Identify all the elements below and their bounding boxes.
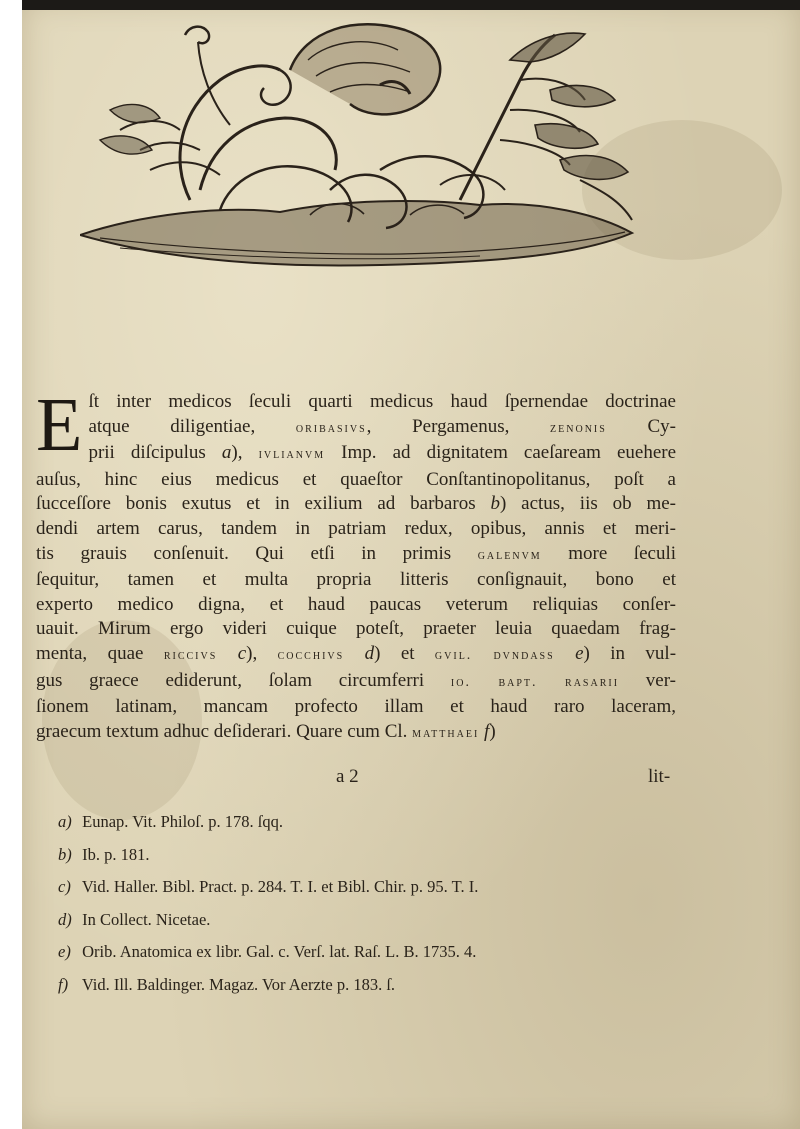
footnote (58, 871, 658, 904)
text-line: uauit. Mirum ergo videri cuique poteſt, praeter leuia quaedam frag- (36, 618, 676, 640)
body-lines (36, 383, 677, 746)
proper-name: zenonis (550, 420, 607, 436)
text-line: menta, quae riccivs c), cocchivs d) et gvil. dvndass e) in vul- (36, 642, 677, 664)
text-line: graecum textum adhuc deſiderari. Quare cum Cl. matthaei f) (36, 720, 496, 742)
footnote (58, 969, 658, 1002)
text-line: atque diligentiae, oribasivs, Pergamenus, zenonis Cy- (88, 415, 676, 437)
footnote-mark: c) (58, 877, 71, 896)
proper-name: oribasivs (295, 420, 367, 436)
scan-margin (0, 0, 22, 1129)
footnote-mark: d) (58, 909, 72, 929)
footnote-ref: e (575, 642, 584, 664)
proper-name: galenvm (477, 547, 542, 563)
footnote-text: Ib. p. 181. (78, 844, 150, 864)
footnote-mark: e) (58, 942, 71, 961)
footnote (58, 904, 658, 937)
footnote-ref: c (237, 642, 247, 664)
text-line: ſequitur, tamen et multa propria litteris conſignauit, bono et (36, 569, 676, 591)
footnote (58, 806, 658, 839)
proper-name: io. bapt. rasarii (450, 674, 620, 690)
proper-name: cocchivs (277, 647, 345, 663)
signature-mark: a 2 (336, 766, 359, 787)
footnote-text: Orib. Anatomica ex libr. Gal. c. Verſ. lat. Raſ. L. B. 1735. 4. (78, 942, 477, 961)
footnote (58, 839, 658, 872)
text-line: auſus, hinc eius medicus et quaeſtor Conſtantinopolitanus, poſt a (36, 468, 676, 490)
footnote-mark: b) (58, 844, 72, 864)
proper-name: ivlianvm (258, 447, 326, 463)
footnotes (58, 806, 658, 1001)
footnote-text: In Collect. Nicetae. (78, 909, 211, 929)
footnote-text: Vid. Ill. Baldinger. Magaz. Vor Aerzte p. 183. ſ. (78, 974, 396, 994)
footnote-text: Eunap. Vit. Philoſ. p. 178. ſqq. (78, 812, 283, 831)
text-line: gus graece ediderunt, ſolam circumferri io. bapt. rasarii ver- (36, 669, 677, 691)
text-line: tis grauis conſenuit. Qui etſi in primis galenvm more ſeculi (36, 542, 676, 564)
footnote-text: Vid. Haller. Bibl. Pract. p. 284. T. I. et Bibl. Chir. p. 95. T. I. (78, 877, 479, 896)
footnote (58, 936, 658, 969)
drop-cap: E (36, 383, 83, 467)
text-line: ſionem latinam, mancam profecto illam et haud raro laceram, (36, 696, 676, 718)
catchword: lit- (648, 766, 671, 787)
footnote-ref: b (490, 493, 500, 515)
proper-name: matthaei (412, 725, 480, 741)
body-text (36, 383, 677, 746)
proper-name: gvil. dvndass (434, 647, 555, 663)
text-line: prii diſcipulus a), ivlianvm Imp. ad dignitatem caeſaream euehere (88, 442, 677, 464)
footnote-mark: f) (58, 974, 69, 994)
headpiece-ornament-icon (80, 0, 640, 290)
footnote-ref: d (364, 642, 375, 664)
text-line: ſucceſſore bonis exutus et in exilium ad barbaros b) actus, iis ob me- (36, 493, 677, 515)
text-line: experto medico digna, et haud paucas veterum reliquias conſer- (36, 593, 676, 615)
footnote-ref: f (484, 720, 490, 742)
footnote-ref: a (221, 442, 232, 464)
text-line: ſt inter medicos ſeculi quarti medicus haud ſpernendae doctrinae (88, 391, 676, 412)
footnote-mark: a) (58, 812, 72, 831)
text-line: dendi artem carus, tandem in patriam redux, opibus, annis et meri- (36, 517, 676, 539)
proper-name: riccivs (163, 647, 218, 663)
